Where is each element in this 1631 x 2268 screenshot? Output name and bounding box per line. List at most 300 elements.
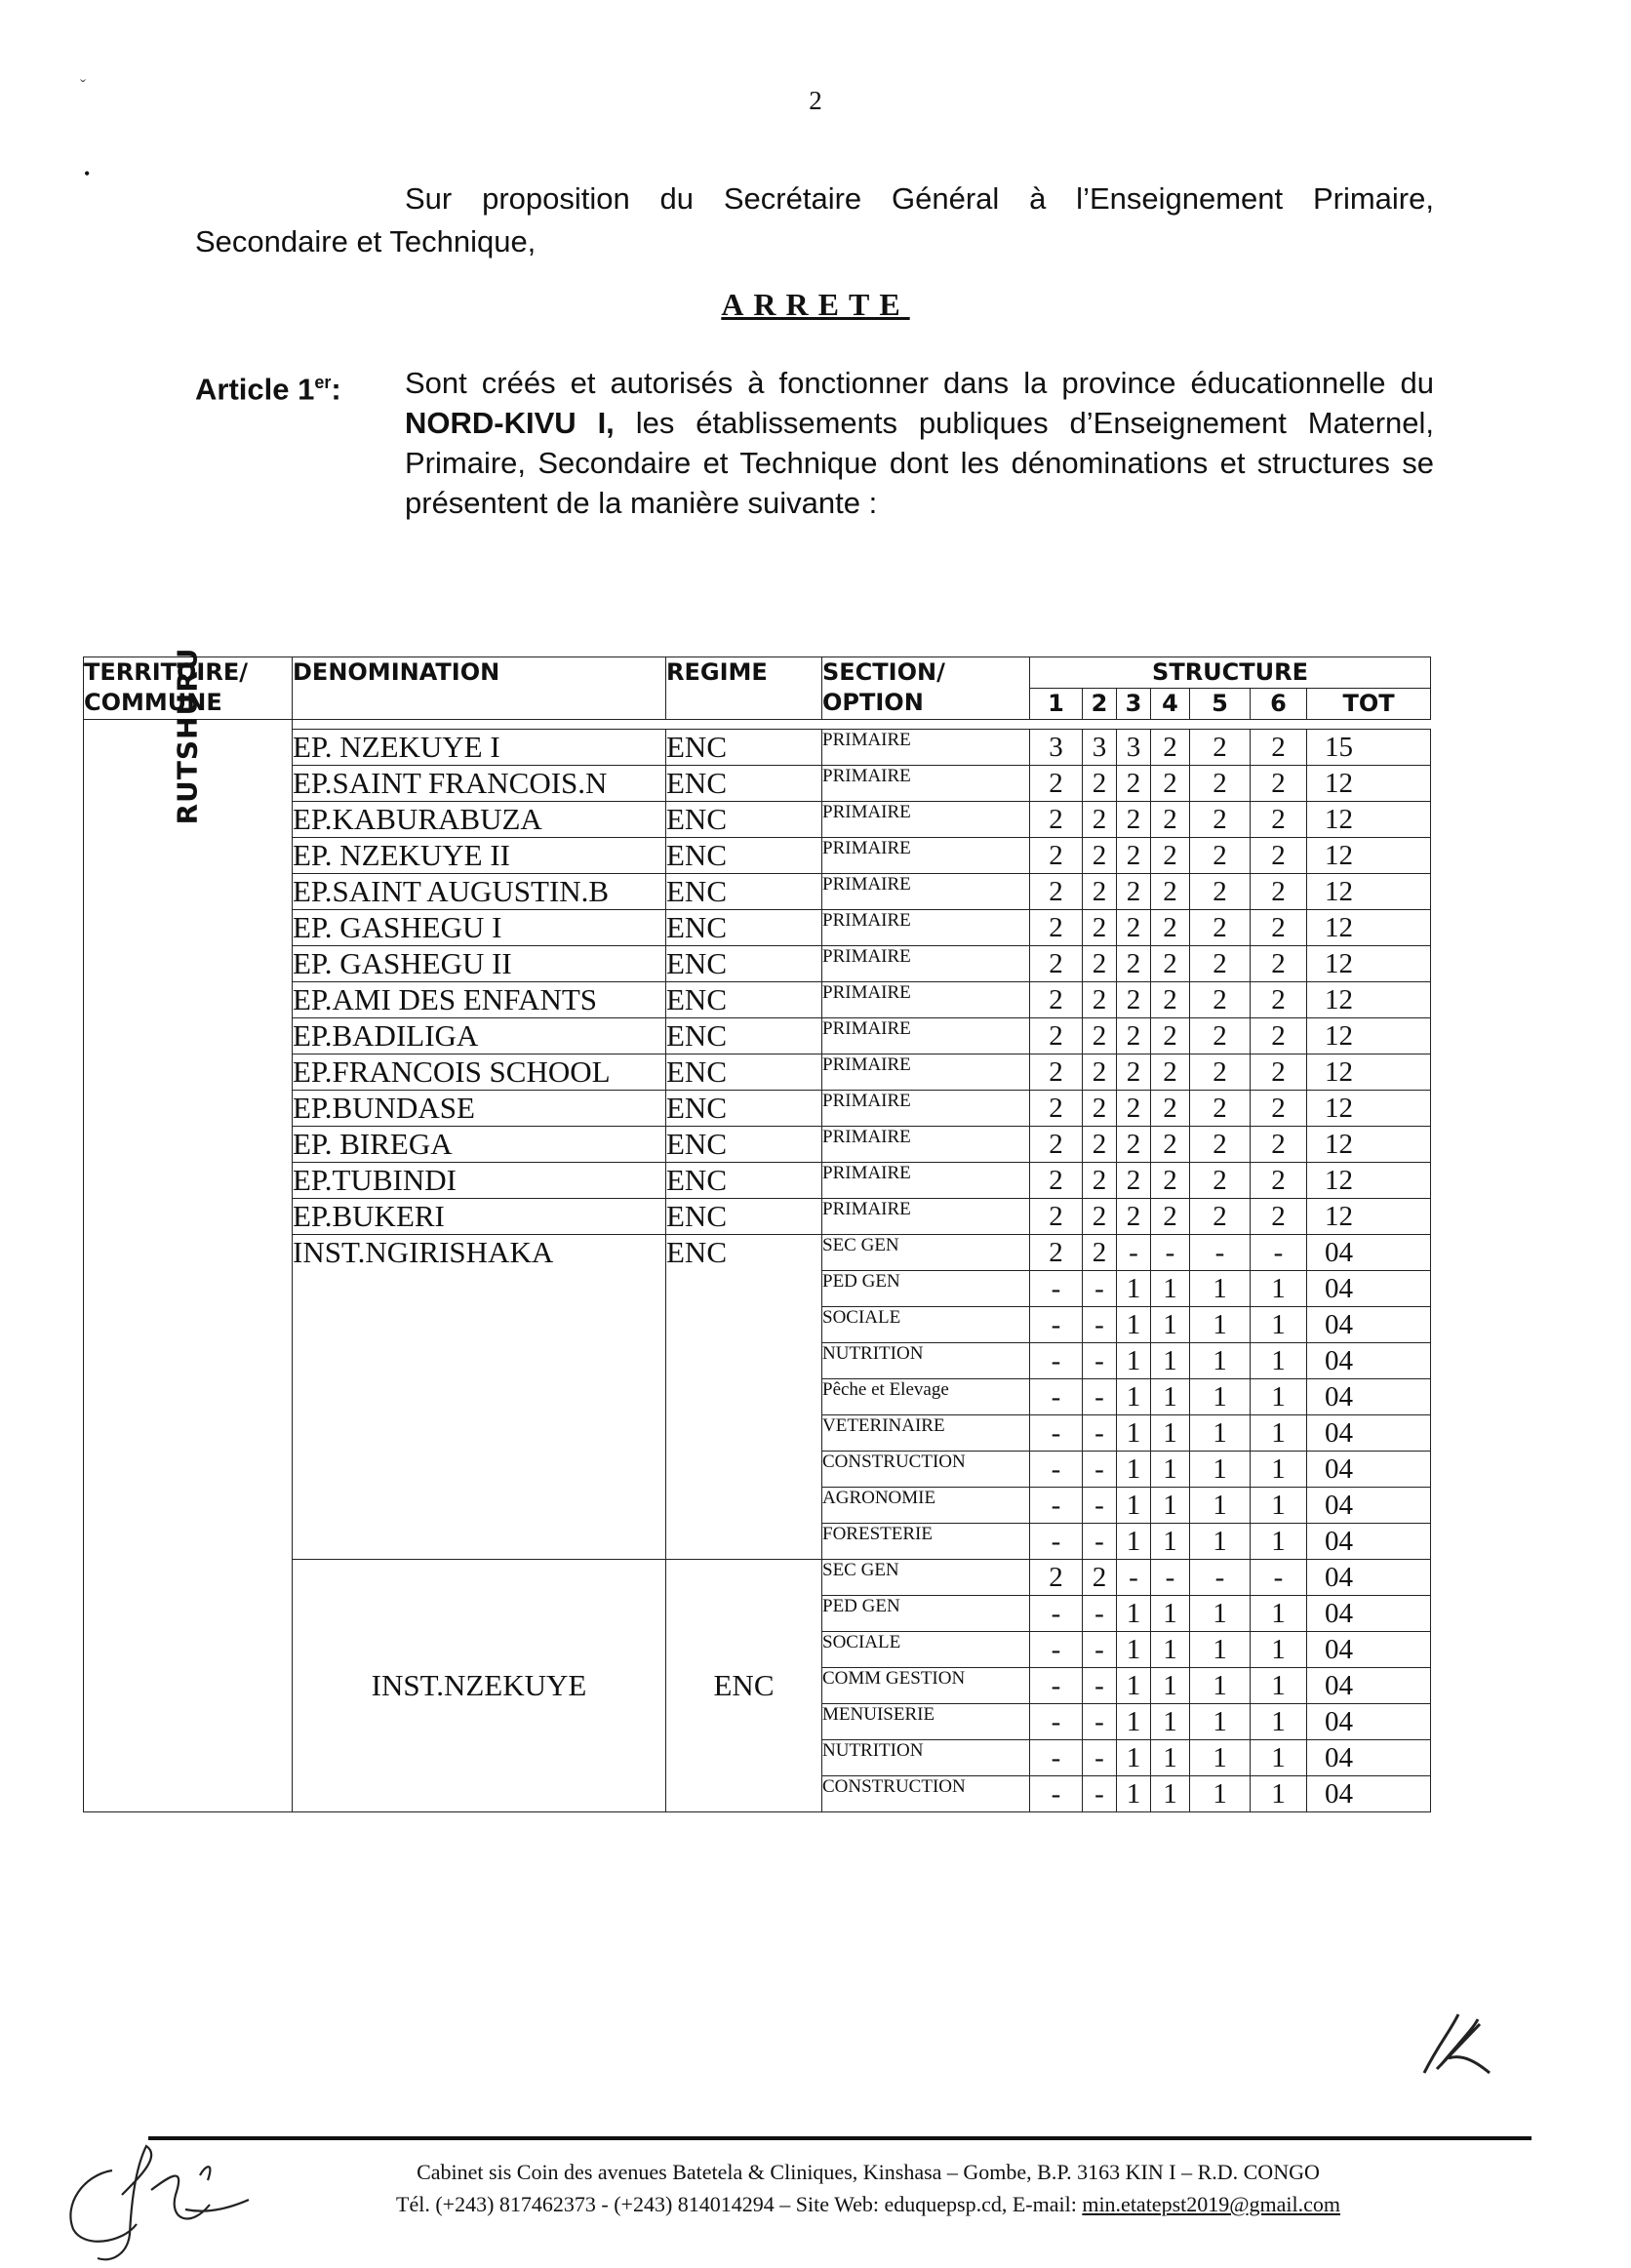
level-1-cell: - [1030,1524,1083,1560]
level-1-cell: - [1030,1704,1083,1740]
level-6-cell: 2 [1251,802,1307,838]
level-3-cell: 2 [1117,910,1151,946]
school-name-cell: INST.NGIRISHAKA [293,1235,666,1560]
schools-table [83,647,1431,1812]
level-6-cell: 2 [1251,874,1307,910]
level-2-cell: - [1083,1776,1117,1812]
scan-dot: • [84,164,91,183]
option-cell: PRIMAIRE [822,1163,1030,1199]
level-6-cell: 1 [1251,1668,1307,1704]
total-cell: 12 [1307,838,1431,874]
level-3-cell: 2 [1117,982,1151,1018]
level-4-cell: 1 [1151,1704,1190,1740]
level-4-cell: 1 [1151,1379,1190,1415]
school-name-cell: EP. GASHEGU II [293,946,666,982]
total-cell: 12 [1307,766,1431,802]
regime-cell: ENC [666,946,822,982]
regime-cell: ENC [666,730,822,766]
level-1-cell: - [1030,1776,1083,1812]
level-3-cell: 2 [1117,874,1151,910]
total-cell: 04 [1307,1415,1431,1452]
level-3-cell: 1 [1117,1632,1151,1668]
option-cell: NUTRITION [822,1740,1030,1776]
school-name-cell: EP.TUBINDI [293,1163,666,1199]
level-1-cell: 2 [1030,1018,1083,1054]
option-cell: PRIMAIRE [822,910,1030,946]
total-cell: 12 [1307,982,1431,1018]
total-cell: 12 [1307,946,1431,982]
initials-signature [1419,2005,1497,2083]
level-4-cell: 2 [1151,1163,1190,1199]
option-cell: PRIMAIRE [822,946,1030,982]
option-cell: COMM GESTION [822,1668,1030,1704]
total-cell: 04 [1307,1379,1431,1415]
level-3-cell: 2 [1117,1163,1151,1199]
level-3-cell: 1 [1117,1343,1151,1379]
option-cell: AGRONOMIE [822,1488,1030,1524]
level-6-cell: 1 [1251,1307,1307,1343]
level-1-cell: 2 [1030,874,1083,910]
header-col-5: 5 [1190,689,1251,720]
level-6-cell: 2 [1251,1091,1307,1127]
level-3-cell: 1 [1117,1307,1151,1343]
intro-paragraph [195,178,1434,263]
level-2-cell: - [1083,1488,1117,1524]
level-2-cell: - [1083,1379,1117,1415]
option-cell: PRIMAIRE [822,982,1030,1018]
page-number: 2 [809,86,822,115]
option-cell: PRIMAIRE [822,766,1030,802]
level-6-cell: 2 [1251,730,1307,766]
regime-cell: ENC [666,982,822,1018]
regime-cell: ENC [666,1235,822,1560]
level-1-cell: 2 [1030,1127,1083,1163]
level-3-cell: 1 [1117,1452,1151,1488]
option-cell: CONSTRUCTION [822,1452,1030,1488]
level-4-cell: 2 [1151,1127,1190,1163]
province-name: NORD-KIVU I, [405,406,615,440]
level-6-cell: 2 [1251,946,1307,982]
footer-line-2: Tél. (+243) 817462373 - (+243) 814014294 – Site Web: eduquepsp.cd, E-mail: min.etatepst2019@gmail.com [396,2192,1340,2216]
level-5-cell: 1 [1190,1740,1251,1776]
level-3-cell: 2 [1117,766,1151,802]
level-4-cell: 1 [1151,1271,1190,1307]
level-4-cell: 2 [1151,838,1190,874]
level-5-cell: 1 [1190,1488,1251,1524]
level-2-cell: 2 [1083,1091,1117,1127]
level-6-cell: 1 [1251,1704,1307,1740]
option-cell: SEC GEN [822,1560,1030,1596]
level-4-cell: 2 [1151,982,1190,1018]
level-2-cell: - [1083,1632,1117,1668]
option-cell: SEC GEN [822,1235,1030,1271]
total-cell: 12 [1307,802,1431,838]
level-4-cell: 1 [1151,1307,1190,1343]
footer-line-1: Cabinet sis Coin des avenues Batetela & Cliniques, Kinshasa – Gombe, B.P. 3163 KIN I – R.D. CONGO [417,2160,1320,2184]
regime-cell: ENC [666,1018,822,1054]
level-6-cell: - [1251,1235,1307,1271]
level-1-cell: 2 [1030,1235,1083,1271]
level-1-cell: 2 [1030,946,1083,982]
option-cell: MENUISERIE [822,1704,1030,1740]
level-2-cell: 2 [1083,910,1117,946]
level-5-cell: 1 [1190,1343,1251,1379]
header-col-2: 2 [1083,689,1117,720]
level-4-cell: 2 [1151,910,1190,946]
level-5-cell: 1 [1190,1271,1251,1307]
level-5-cell: 1 [1190,1596,1251,1632]
level-4-cell: 1 [1151,1776,1190,1812]
territoire-name: RUTSHURU [172,647,204,825]
option-cell: PRIMAIRE [822,730,1030,766]
article-label: Article 1er: [195,372,341,407]
regime-cell: ENC [666,910,822,946]
level-1-cell: 2 [1030,910,1083,946]
level-1-cell: 2 [1030,838,1083,874]
total-cell: 12 [1307,1127,1431,1163]
level-5-cell: 2 [1190,1091,1251,1127]
level-2-cell: - [1083,1271,1117,1307]
level-6-cell: - [1251,1560,1307,1596]
level-2-cell: 2 [1083,802,1117,838]
level-2-cell: 2 [1083,1199,1117,1235]
level-6-cell: 2 [1251,1199,1307,1235]
header-col-4: 4 [1151,689,1190,720]
level-2-cell: - [1083,1415,1117,1452]
level-4-cell: 1 [1151,1343,1190,1379]
level-1-cell: - [1030,1307,1083,1343]
level-3-cell: 2 [1117,1127,1151,1163]
level-6-cell: 2 [1251,1018,1307,1054]
level-1-cell: - [1030,1632,1083,1668]
level-4-cell: 2 [1151,730,1190,766]
level-4-cell: - [1151,1560,1190,1596]
header-col-1: 1 [1030,689,1083,720]
level-2-cell: 2 [1083,1127,1117,1163]
level-1-cell: - [1030,1596,1083,1632]
article-text-after: les établissements publiques d’Enseignement Maternel, Primaire, Secondaire et Technique dont les dénominations et structures se présentent de la manière suivante : [405,406,1434,520]
level-4-cell: 1 [1151,1452,1190,1488]
level-3-cell: - [1117,1560,1151,1596]
level-2-cell: - [1083,1524,1117,1560]
level-2-cell: 2 [1083,1235,1117,1271]
regime-cell: ENC [666,1091,822,1127]
level-2-cell: - [1083,1596,1117,1632]
total-cell: 12 [1307,1091,1431,1127]
level-2-cell: 2 [1083,1018,1117,1054]
option-cell: Pêche et Elevage [822,1379,1030,1415]
level-1-cell: 2 [1030,766,1083,802]
level-5-cell: 2 [1190,946,1251,982]
regime-cell: ENC [666,838,822,874]
level-2-cell: - [1083,1740,1117,1776]
level-5-cell: - [1190,1560,1251,1596]
handwritten-signature [54,2136,278,2268]
total-cell: 04 [1307,1452,1431,1488]
level-4-cell: 2 [1151,802,1190,838]
option-cell: CONSTRUCTION [822,1776,1030,1812]
level-3-cell: 1 [1117,1776,1151,1812]
level-3-cell: 1 [1117,1271,1151,1307]
regime-cell: ENC [666,766,822,802]
level-4-cell: 2 [1151,766,1190,802]
level-4-cell: 2 [1151,1199,1190,1235]
level-5-cell: - [1190,1235,1251,1271]
level-4-cell: 1 [1151,1415,1190,1452]
level-2-cell: 2 [1083,982,1117,1018]
option-cell: NUTRITION [822,1343,1030,1379]
total-cell: 04 [1307,1524,1431,1560]
total-cell: 04 [1307,1560,1431,1596]
option-cell: PED GEN [822,1271,1030,1307]
level-5-cell: 2 [1190,766,1251,802]
level-3-cell: 2 [1117,1091,1151,1127]
level-3-cell: - [1117,1235,1151,1271]
level-5-cell: 2 [1190,1127,1251,1163]
level-5-cell: 2 [1190,1163,1251,1199]
level-1-cell: 2 [1030,982,1083,1018]
level-5-cell: 1 [1190,1776,1251,1812]
option-cell: SOCIALE [822,1307,1030,1343]
level-1-cell: 2 [1030,1560,1083,1596]
level-4-cell: 2 [1151,874,1190,910]
level-5-cell: 1 [1190,1415,1251,1452]
school-name-cell: INST.NZEKUYE [293,1560,666,1812]
level-5-cell: 2 [1190,1054,1251,1091]
level-3-cell: 1 [1117,1488,1151,1524]
level-2-cell: 2 [1083,874,1117,910]
school-name-cell: EP.BUKERI [293,1199,666,1235]
total-cell: 04 [1307,1776,1431,1812]
level-3-cell: 1 [1117,1596,1151,1632]
total-cell: 04 [1307,1596,1431,1632]
level-5-cell: 2 [1190,982,1251,1018]
level-1-cell: 2 [1030,1091,1083,1127]
level-4-cell: 2 [1151,946,1190,982]
level-4-cell: 2 [1151,1054,1190,1091]
level-5-cell: 2 [1190,730,1251,766]
level-1-cell: - [1030,1668,1083,1704]
level-5-cell: 1 [1190,1668,1251,1704]
level-2-cell: 2 [1083,946,1117,982]
header-structure: STRUCTURE [1030,657,1431,689]
article-text-before: Sont créés et autorisés à fonctionner dans la province éducationnelle du [405,366,1434,400]
level-3-cell: 1 [1117,1704,1151,1740]
spacer-row [84,720,1431,730]
option-cell: PRIMAIRE [822,874,1030,910]
option-cell: SOCIALE [822,1632,1030,1668]
level-2-cell: - [1083,1704,1117,1740]
header-section-option: SECTION/ OPTION [822,657,1030,720]
level-1-cell: - [1030,1415,1083,1452]
intro-text: Sur proposition du Secrétaire Général à l’Enseignement Primaire, Secondaire et Technique, [195,181,1434,259]
school-name-cell: EP.KABURABUZA [293,802,666,838]
level-2-cell: - [1083,1343,1117,1379]
level-3-cell: 1 [1117,1379,1151,1415]
level-6-cell: 2 [1251,1054,1307,1091]
level-5-cell: 2 [1190,874,1251,910]
level-4-cell: - [1151,1235,1190,1271]
total-cell: 12 [1307,910,1431,946]
regime-cell: ENC [666,1560,822,1812]
header-col-3: 3 [1117,689,1151,720]
level-4-cell: 1 [1151,1524,1190,1560]
level-1-cell: - [1030,1488,1083,1524]
article-body [405,363,1434,523]
school-name-cell: EP.BADILIGA [293,1018,666,1054]
level-5-cell: 1 [1190,1452,1251,1488]
level-1-cell: - [1030,1343,1083,1379]
level-3-cell: 2 [1117,802,1151,838]
level-2-cell: - [1083,1307,1117,1343]
level-5-cell: 1 [1190,1704,1251,1740]
header-denomination: DENOMINATION [293,657,666,720]
total-cell: 15 [1307,730,1431,766]
level-6-cell: 2 [1251,838,1307,874]
school-name-cell: EP. NZEKUYE I [293,730,666,766]
header-territoire: TERRITOIRE/ COMMUNE [84,657,293,720]
level-1-cell: - [1030,1452,1083,1488]
level-3-cell: 2 [1117,946,1151,982]
total-cell: 12 [1307,1054,1431,1091]
total-cell: 12 [1307,874,1431,910]
level-6-cell: 2 [1251,1127,1307,1163]
level-3-cell: 3 [1117,730,1151,766]
school-name-cell: EP. NZEKUYE II [293,838,666,874]
total-cell: 04 [1307,1235,1431,1271]
level-1-cell: 2 [1030,1054,1083,1091]
level-3-cell: 2 [1117,1018,1151,1054]
level-6-cell: 1 [1251,1488,1307,1524]
level-6-cell: 1 [1251,1596,1307,1632]
level-2-cell: 3 [1083,730,1117,766]
total-cell: 04 [1307,1704,1431,1740]
arrete-heading: ARRETE [721,287,910,322]
level-1-cell: 2 [1030,1163,1083,1199]
total-cell: 12 [1307,1163,1431,1199]
school-name-cell: EP.SAINT AUGUSTIN.B [293,874,666,910]
level-5-cell: 1 [1190,1632,1251,1668]
option-cell: PRIMAIRE [822,1199,1030,1235]
level-4-cell: 1 [1151,1668,1190,1704]
level-6-cell: 1 [1251,1343,1307,1379]
level-6-cell: 1 [1251,1524,1307,1560]
level-3-cell: 1 [1117,1668,1151,1704]
level-2-cell: - [1083,1668,1117,1704]
level-2-cell: 2 [1083,1054,1117,1091]
level-6-cell: 1 [1251,1452,1307,1488]
level-1-cell: - [1030,1740,1083,1776]
school-name-cell: EP.BUNDASE [293,1091,666,1127]
level-3-cell: 2 [1117,1199,1151,1235]
level-4-cell: 2 [1151,1018,1190,1054]
level-5-cell: 1 [1190,1524,1251,1560]
option-cell: PRIMAIRE [822,1127,1030,1163]
level-6-cell: 1 [1251,1776,1307,1812]
school-name-cell: EP.SAINT FRANCOIS.N [293,766,666,802]
total-cell: 04 [1307,1307,1431,1343]
option-cell: VETERINAIRE [822,1415,1030,1452]
option-cell: PRIMAIRE [822,1054,1030,1091]
level-6-cell: 1 [1251,1740,1307,1776]
option-cell: PRIMAIRE [822,1091,1030,1127]
level-1-cell: - [1030,1271,1083,1307]
school-name-cell: EP. GASHEGU I [293,910,666,946]
level-4-cell: 1 [1151,1632,1190,1668]
regime-cell: ENC [666,1163,822,1199]
level-6-cell: 1 [1251,1632,1307,1668]
school-name-cell: EP.AMI DES ENFANTS [293,982,666,1018]
level-6-cell: 2 [1251,766,1307,802]
level-2-cell: 2 [1083,838,1117,874]
level-5-cell: 2 [1190,838,1251,874]
school-name-cell: EP.FRANCOIS SCHOOL [293,1054,666,1091]
regime-cell: ENC [666,802,822,838]
level-3-cell: 2 [1117,838,1151,874]
total-cell: 12 [1307,1018,1431,1054]
level-1-cell: 2 [1030,802,1083,838]
level-6-cell: 1 [1251,1271,1307,1307]
total-cell: 04 [1307,1668,1431,1704]
option-cell: FORESTERIE [822,1524,1030,1560]
total-cell: 04 [1307,1740,1431,1776]
level-3-cell: 2 [1117,1054,1151,1091]
table-header [84,657,1431,720]
level-5-cell: 1 [1190,1379,1251,1415]
level-4-cell: 1 [1151,1596,1190,1632]
level-6-cell: 1 [1251,1415,1307,1452]
header-regime: REGIME [666,657,822,720]
header-col-6: 6 [1251,689,1307,720]
option-cell: PRIMAIRE [822,802,1030,838]
scan-speck: ˇ [80,76,86,96]
level-4-cell: 1 [1151,1740,1190,1776]
regime-cell: ENC [666,874,822,910]
level-1-cell: - [1030,1379,1083,1415]
article-1 [195,363,1434,523]
footer-rule [148,2136,1532,2140]
level-2-cell: 2 [1083,1560,1117,1596]
total-cell: 04 [1307,1271,1431,1307]
level-5-cell: 1 [1190,1307,1251,1343]
option-cell: PED GEN [822,1596,1030,1632]
level-6-cell: 2 [1251,910,1307,946]
total-cell: 04 [1307,1632,1431,1668]
level-4-cell: 2 [1151,1091,1190,1127]
level-3-cell: 1 [1117,1415,1151,1452]
option-cell: PRIMAIRE [822,838,1030,874]
level-2-cell: 2 [1083,766,1117,802]
option-cell: PRIMAIRE [822,1018,1030,1054]
level-6-cell: 2 [1251,982,1307,1018]
level-5-cell: 2 [1190,910,1251,946]
footer-address [322,2156,1414,2220]
level-6-cell: 2 [1251,1163,1307,1199]
level-5-cell: 2 [1190,1018,1251,1054]
regime-cell: ENC [666,1199,822,1235]
header-col-tot: TOT [1307,689,1431,720]
level-2-cell: 2 [1083,1163,1117,1199]
total-cell: 04 [1307,1488,1431,1524]
total-cell: 12 [1307,1199,1431,1235]
regime-cell: ENC [666,1054,822,1091]
level-1-cell: 3 [1030,730,1083,766]
level-4-cell: 1 [1151,1488,1190,1524]
school-name-cell: EP. BIREGA [293,1127,666,1163]
level-2-cell: - [1083,1452,1117,1488]
level-5-cell: 2 [1190,802,1251,838]
level-3-cell: 1 [1117,1524,1151,1560]
